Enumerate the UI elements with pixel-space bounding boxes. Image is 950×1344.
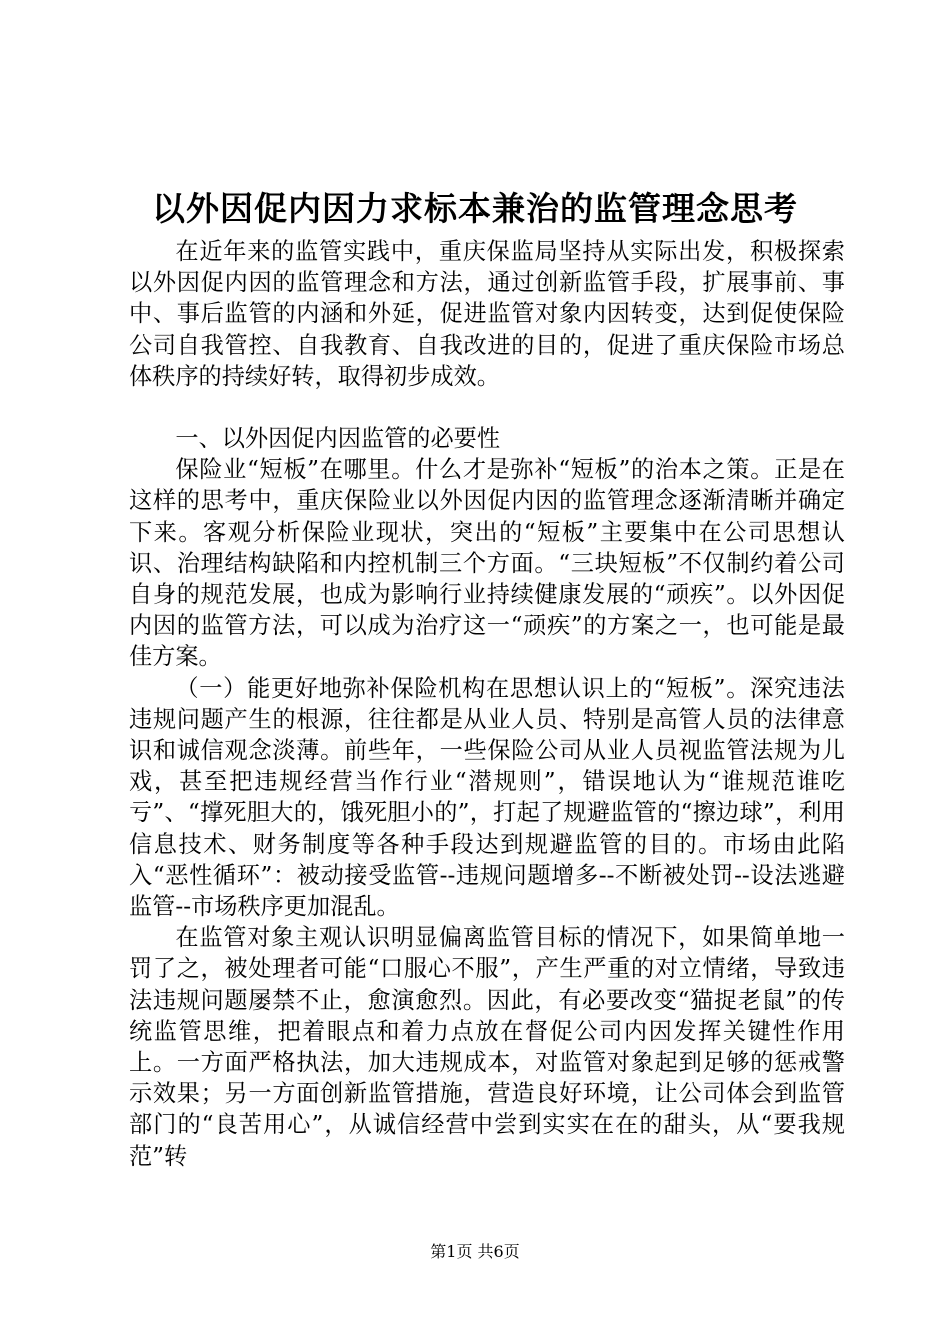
intro-paragraph: 在近年来的监管实践中，重庆保监局坚持从实际出发，积极探索以外因促内因的监管理念和方法，通过创新监管手段，扩展事前、事中、事后监管的内涵和外延，促进监管对象内因转变，达到促使保险公司自我管控、自我教育、自我改进的目的，促进了重庆保险市场总体秩序的持续好转，取得初步成效。 bbox=[129, 238, 845, 390]
section-heading: 一、以外因促内因监管的必要性 bbox=[175, 425, 501, 453]
document-title: 以外因促内因力求标本兼治的监管理念思考 bbox=[152, 189, 798, 228]
body-paragraph: 在监管对象主观认识明显偏离监管目标的情况下，如果简单地一罚了之，被处理者可能“口服心不服”，产生严重的对立情绪，导致违法违规问题屡禁不止，愈演愈烈。因此，有必要改变“猫捉老鼠”的传统监管思维，把着眼点和着力点放在督促公司内因发挥关键性作用上。一方面严格执法，加大违规成本，对监管对象起到足够的惩戒警示效果；另一方面创新监管措施，营造良好环境，让公司体会到监管部门的“良苦用心”，从诚信经营中尝到实实在在的甜头，从“要我规范”转 bbox=[129, 924, 845, 1170]
body-paragraph: （一）能更好地弥补保险机构在思想认识上的“短板”。深究违法违规问题产生的根源，往往都是从业人员、特别是高管人员的法律意识和诚信观念淡薄。前些年，一些保险公司从业人员视监管法规为儿戏，甚至把违规经营当作行业“潜规则”，错误地认为“谁规范谁吃亏”、“撑死胆大的，饿死胆小的”，打起了规避监管的“擦边球”，利用信息技术、财务制度等各种手段达到规避监管的目的。市场由此陷入“恶性循环”：被动接受监管--违规问题增多--不断被处罚--设法逃避监管--市场秩序更加混乱。 bbox=[129, 674, 845, 921]
paragraph-gap bbox=[129, 392, 845, 423]
document-body bbox=[129, 236, 845, 1172]
body-paragraph: 保险业“短板”在哪里。什么才是弥补“短板”的治本之策。正是在这样的思考中，重庆保险业以外因促内因的监管理念逐渐清晰并确定下来。客观分析保险业现状，突出的“短板”主要集中在公司思想认识、治理结构缺陷和内控机制三个方面。“三块短板”不仅制约着公司自身的规范发展，也成为影响行业持续健康发展的“顽疾”。以外因促内因的监管方法，可以成为治疗这一“顽疾”的方案之一，也可能是最佳方案。 bbox=[129, 456, 845, 671]
page-footer: 第1页 共6页 bbox=[430, 1242, 520, 1261]
